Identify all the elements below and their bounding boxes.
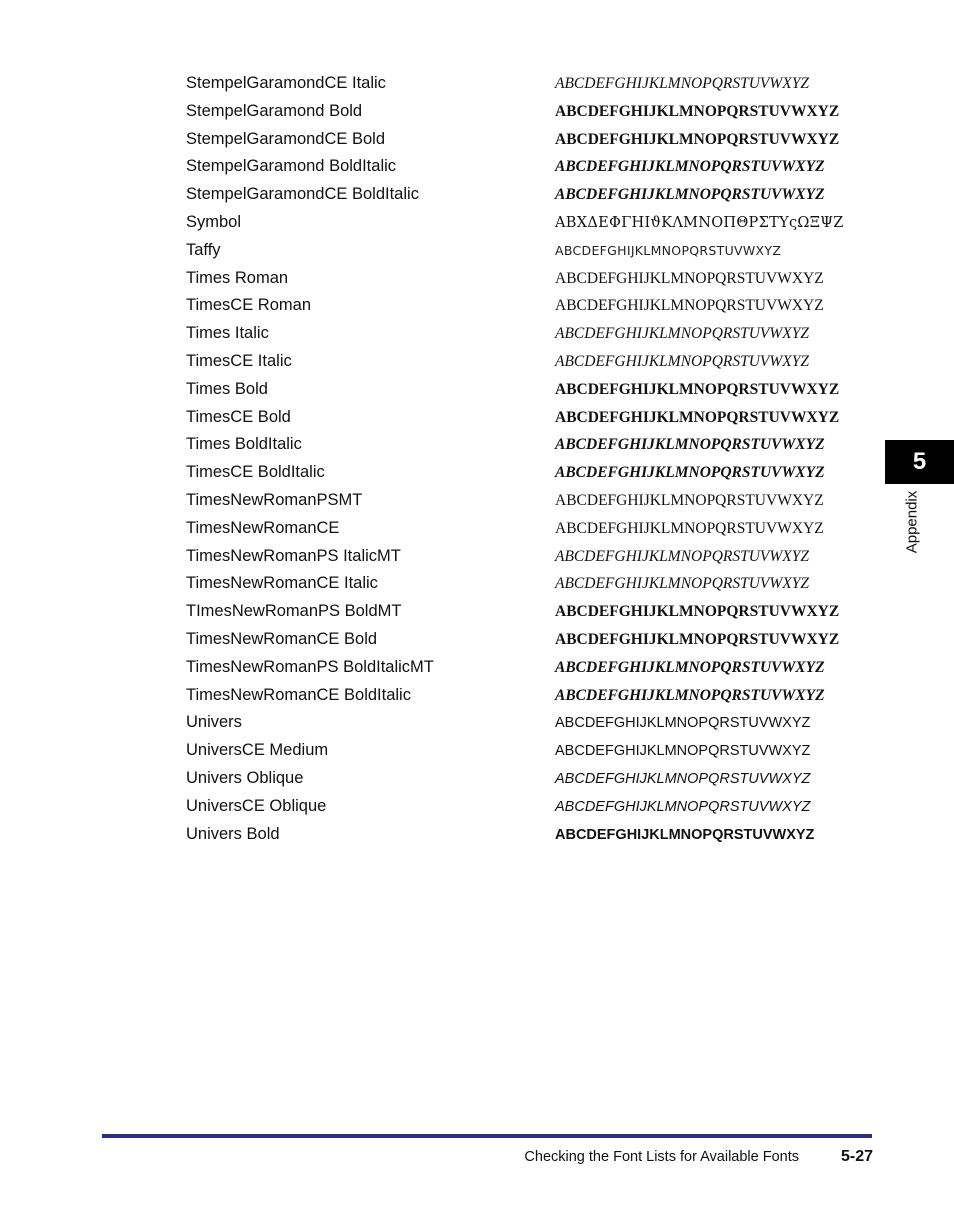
font-list-row: [186, 514, 866, 542]
font-list-row: [186, 792, 866, 820]
font-list-row: [186, 430, 866, 458]
font-sample: ABCDEFGHIJKLMNOPQRSTUVWXYZ: [555, 743, 811, 760]
chapter-tab: 5: [885, 440, 954, 484]
font-name: TImesNewRomanPS BoldMT: [186, 602, 402, 621]
font-sample: ABCDEFGHIJKLMNOPQRSTUVWXYZ: [555, 603, 840, 621]
font-list: [186, 69, 866, 847]
font-name: StempelGaramondCE BoldItalic: [186, 185, 419, 204]
font-name: TimesNewRomanCE Italic: [186, 574, 378, 593]
font-list-row: [186, 125, 866, 153]
font-sample: ABCDEFGHIJKLMNOPQRSTUVWXYZ: [555, 130, 840, 148]
font-sample: ABCDEFGHIJKLMNOPQRSTUVWXYZ: [555, 547, 810, 565]
font-name: Univers: [186, 713, 242, 732]
font-name: StempelGaramondCE Italic: [186, 74, 386, 92]
font-name: TimesNewRomanCE Bold: [186, 629, 378, 648]
font-name: Times Italic: [186, 324, 269, 343]
font-list-row: [186, 152, 866, 180]
font-list-row: [186, 403, 866, 431]
font-list-row: [186, 542, 866, 570]
font-name: Univers Oblique: [186, 768, 304, 787]
font-list-row: [186, 708, 866, 736]
font-name: TimesCE Italic: [186, 351, 292, 370]
font-list-row: [186, 569, 866, 597]
font-name: Times Roman: [186, 268, 289, 287]
font-name: Times Bold: [186, 379, 268, 398]
font-list-row: [186, 319, 866, 347]
font-list-row: [186, 347, 866, 375]
font-sample: ABCDEFGHIJKLMNOPQRSTUVWXYZ: [555, 186, 825, 204]
font-name: UniversCE Medium: [186, 741, 329, 760]
font-list-row: [186, 264, 866, 292]
font-sample: ABCDEFGHIJKLMNOPQRSTUVWXYZ: [555, 269, 824, 287]
font-sample: ABCDEFGHIJKLMNOPQRSTUVWXYZ: [555, 519, 824, 537]
font-sample: ABCDEFGHIJKLMNOPQRSTUVWXYZ: [555, 770, 811, 787]
font-sample: ABCDEFGHIJKLMNOPQRSTUVWXYZ: [555, 575, 810, 593]
font-sample: ABCDEFGHIJKLMNOPQRSTUVWXYZ: [555, 658, 825, 676]
font-sample: ABCDEFGHIJKLMNOPQRSTUVWXYZ: [555, 630, 840, 648]
font-sample: ABCDEFGHIJKLMNOPQRSTUVWXYZ: [555, 826, 815, 843]
font-list-row: [186, 653, 866, 681]
font-name: UniversCE Oblique: [186, 796, 327, 815]
font-sample: ABCDEFGHIJKLMNOPQRSTUVWXYZ: [555, 158, 825, 176]
font-name: Taffy: [186, 240, 221, 259]
font-name: StempelGaramond Bold: [186, 101, 363, 120]
font-list-row: [186, 625, 866, 653]
font-list-row: [186, 291, 866, 319]
font-name: TimesCE BoldItalic: [186, 463, 325, 482]
font-name: Symbol: [186, 212, 242, 231]
font-name: TimesNewRomanPSMT: [186, 490, 363, 509]
font-name: StempelGaramond BoldItalic: [186, 157, 397, 176]
page-number: 5-27: [840, 1148, 873, 1165]
font-sample: ABCDEFGHIJKLMNOPQRSTUVWXYZ: [555, 380, 840, 398]
font-sample: ABCDEFGHIJKLMNOPQRSTUVWXYZ: [555, 491, 824, 509]
font-name: TimesNewRomanPS BoldItalicMT: [186, 657, 434, 676]
font-name: Times BoldItalic: [186, 435, 302, 454]
font-list-row: [186, 736, 866, 764]
font-sample: ABCDEFGHIJKLMNOPQRSTUVWXYZ: [555, 686, 825, 704]
font-sample: ABCDEFGHIJKLMNOPQRSTUVWXYZ: [555, 102, 840, 120]
section-label-text: Appendix: [903, 490, 921, 554]
font-sample: ABCDEFGHIJKLMNOPQRSTUVWXYZ: [555, 715, 811, 732]
footer-rule: [102, 1134, 872, 1138]
font-name: Univers Bold: [186, 824, 280, 843]
font-name: TimesCE Bold: [186, 407, 291, 426]
font-name: TimesNewRomanPS ItalicMT: [186, 546, 401, 565]
font-sample: ABCDEFGHIJKLMNOPQRSTUVWXYZ: [555, 242, 782, 258]
font-sample: ABCDEFGHIJKLMNOPQRSTUVWXYZ: [555, 798, 811, 815]
font-list-row: [186, 208, 866, 236]
font-sample: ABCDEFGHIJKLMNOPQRSTUVWXYZ: [555, 325, 810, 343]
font-list-row: [186, 180, 866, 208]
font-list-row: [186, 597, 866, 625]
font-sample: ABCDEFGHIJKLMNOPQRSTUVWXYZ: [555, 297, 824, 315]
font-list-row: [186, 458, 866, 486]
font-list-row: [186, 486, 866, 514]
font-name: StempelGaramondCE Bold: [186, 129, 386, 148]
font-list-row: [186, 764, 866, 792]
font-name: TimesNewRomanCE: [186, 518, 340, 537]
font-sample: ABCDEFGHIJKLMNOPQRSTUVWXYZ: [555, 436, 825, 454]
font-list-row: [186, 375, 866, 403]
font-list-row: [186, 236, 866, 264]
font-list-row: [186, 69, 866, 97]
font-sample: ABCDEFGHIJKLMNOPQRSTUVWXYZ: [555, 464, 825, 482]
font-name: TimesCE Roman: [186, 296, 311, 315]
font-sample: ΑΒΧΔΕΦΓΗΙϑΚΛΜΝΟΠΘΡΣΤΥςΩΞΨΖ: [555, 214, 844, 231]
font-list-row: [186, 681, 866, 709]
footer-title: Checking the Font Lists for Available Fonts: [524, 1149, 799, 1165]
font-list-row: [186, 97, 866, 125]
font-sample: ABCDEFGHIJKLMNOPQRSTUVWXYZ: [555, 408, 840, 426]
font-sample: ABCDEFGHIJKLMNOPQRSTUVWXYZ: [555, 75, 810, 92]
font-sample: ABCDEFGHIJKLMNOPQRSTUVWXYZ: [555, 352, 810, 370]
font-name: TimesNewRomanCE BoldItalic: [186, 685, 411, 704]
font-list-row: [186, 820, 866, 848]
